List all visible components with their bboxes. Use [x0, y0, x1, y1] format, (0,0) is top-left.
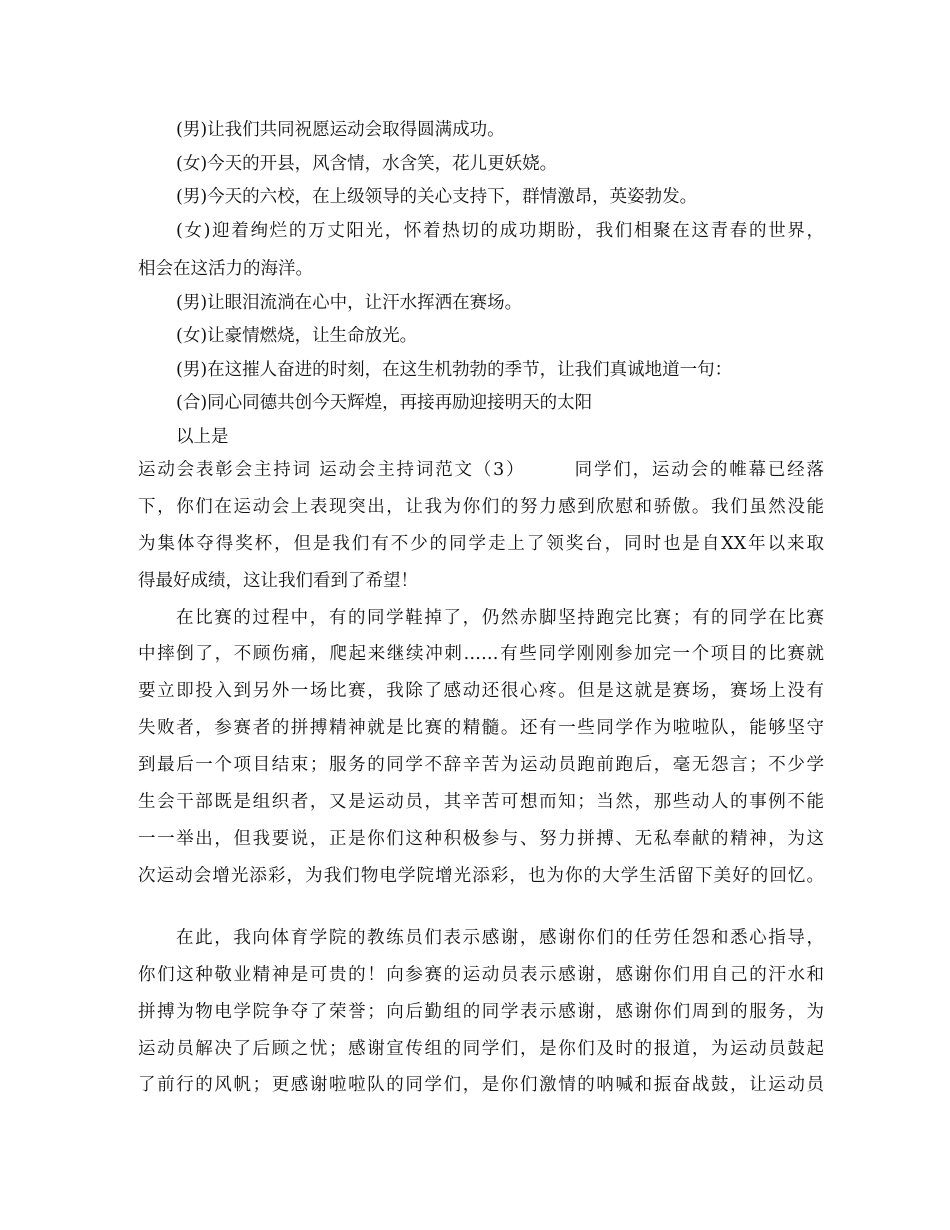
text-line: 得最好成绩，这让我们看到了希望！	[138, 571, 418, 591]
text-line: 拼搏为物电学院争夺了荣誉；向后勤组的同学表示感谢，感谢你们周到的服务，为	[138, 1002, 824, 1022]
text-line: (男)让我们共同祝愿运动会取得圆满成功。	[176, 120, 505, 140]
text-line: (男)今天的六校，在上级领导的关心支持下，群情激昂，英姿勃发。	[176, 187, 698, 207]
text-line: (女)让豪情燃烧，让生命放光。	[176, 326, 418, 346]
text-line: 在此，我向体育学院的教练员们表示感谢，感谢你们的任劳任怨和悉心指导，	[176, 928, 824, 948]
text-line: (合)同心同德共创今天辉煌，再接再励迎接明天的太阳	[176, 393, 593, 413]
text-line: (女)迎着绚烂的万丈阳光，怀着热切的成功期盼，我们相聚在这青春的世界，	[176, 221, 824, 241]
text-line: 你们这种敬业精神是可贵的！向参赛的运动员表示感谢，感谢你们用自己的汗水和	[138, 965, 824, 985]
text-line: 以上是	[176, 427, 229, 447]
text-line: 失败者，参赛者的拼搏精神就是比赛的精髓。还有一些同学作为啦啦队，能够坚守	[138, 718, 824, 738]
text-line: 次运动会增光添彩，为我们物电学院增光添彩，也为你的大学生活留下美好的回忆。	[138, 866, 824, 886]
text-line: 在比赛的过程中，有的同学鞋掉了，仍然赤脚坚持跑完比赛；有的同学在比赛	[176, 608, 824, 628]
text-line: 一一举出，但我要说，正是你们这种积极参与、努力拼搏、无私奉献的精神，为这	[138, 829, 824, 849]
text-line: 相会在这活力的海洋。	[138, 259, 313, 279]
text-line: 中摔倒了，不顾伤痛，爬起来继续冲刺……有些同学刚刚参加完一个项目的比赛就	[138, 644, 824, 664]
text-line: 了前行的风帆；更感谢啦啦队的同学们，是你们激情的呐喊和振奋战鼓，让运动员	[138, 1075, 824, 1095]
text-line: 运动会表彰会主持词 运动会主持词范文（3） 同学们，运动会的帷幕已经落	[138, 460, 824, 480]
text-line: (女)今天的开县，风含情，水含笑，花儿更妖娆。	[176, 154, 558, 174]
text-line: 下，你们在运动会上表现突出，让我为你们的努力感到欣慰和骄傲。我们虽然没能	[138, 497, 824, 517]
text-line: (男)让眼泪流淌在心中，让汗水挥洒在赛场。	[176, 293, 523, 313]
text-line: 为集体夺得奖杯，但是我们有不少的同学走上了领奖台，同时也是自XX年以来取	[138, 534, 824, 554]
text-line: (男)在这摧人奋进的时刻，在这生机勃勃的季节，让我们真诚地道一句：	[176, 360, 733, 380]
text-line: 要立即投入到另外一场比赛，我除了感动还很心疼。但是这就是赛场，赛场上没有	[138, 681, 824, 701]
text-line: 运动员解决了后顾之忧；感谢宣传组的同学们，是你们及时的报道，为运动员鼓起	[138, 1039, 824, 1059]
text-line: 到最后一个项目结束；服务的同学不辞辛苦为运动员跑前跑后，毫无怨言；不少学	[138, 755, 824, 775]
text-line: 生会干部既是组织者，又是运动员，其辛苦可想而知；当然，那些动人的事例不能	[138, 792, 824, 812]
